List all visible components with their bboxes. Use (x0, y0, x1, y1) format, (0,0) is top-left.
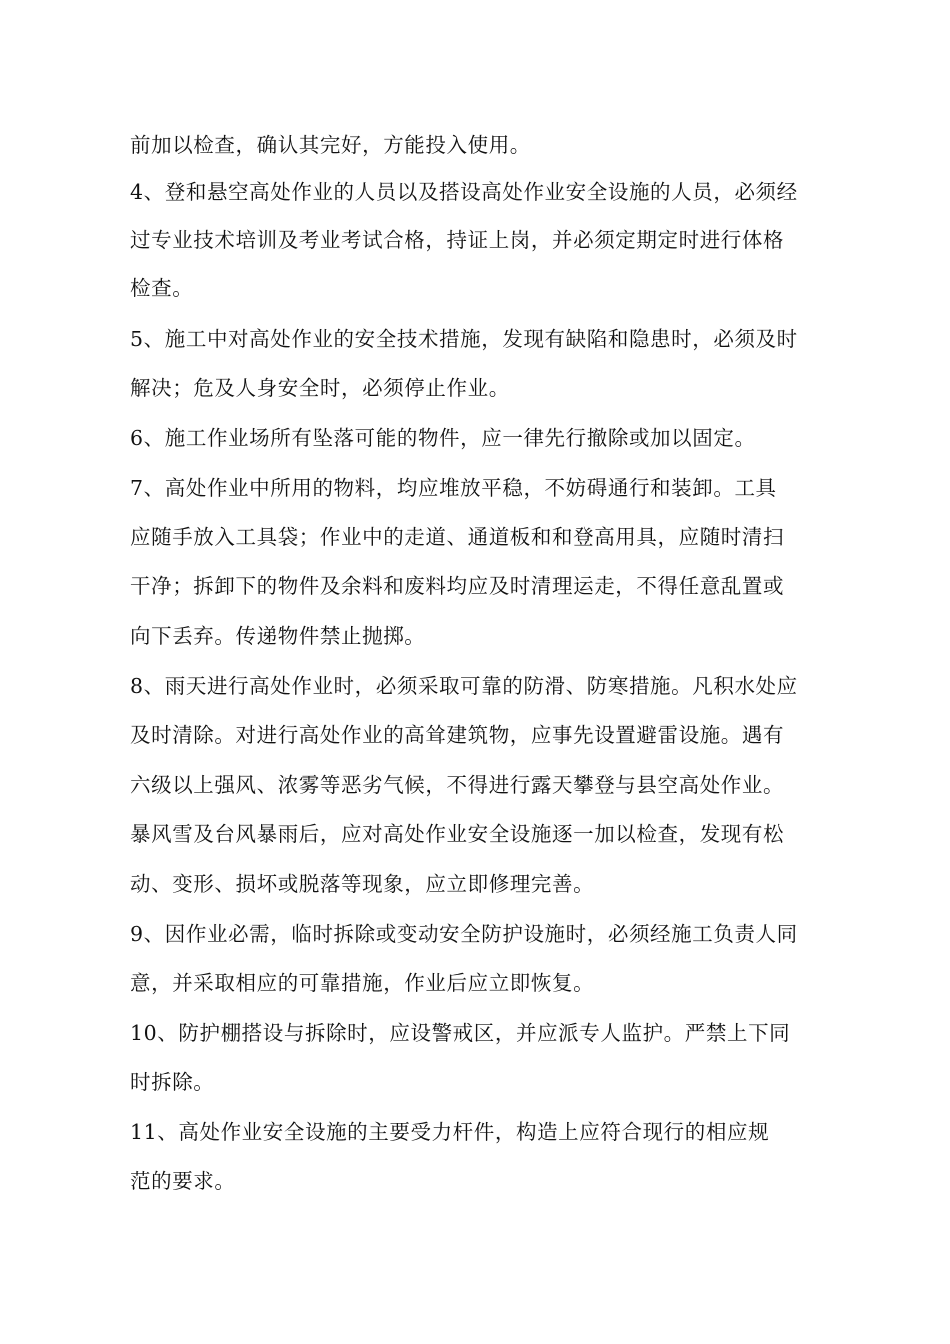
text-line: 11、高处作业安全设施的主要受力杆件，构造上应符合现行的相应规 (130, 1120, 770, 1144)
text-line: 意，并采取相应的可靠措施，作业后应立即恢复。 (130, 971, 595, 995)
text-line: 及时清除。对进行高处作业的高耸建筑物，应事先设置避雷设施。遇有 (130, 723, 785, 747)
text-line: 8、雨天进行高处作业时，必须采取可靠的防滑、防寒措施。凡积水处应 (130, 674, 798, 698)
text-line: 暴风雪及台风暴雨后，应对高处作业安全设施逐一加以检查，发现有松 (130, 822, 785, 846)
text-line: 6、施工作业场所有坠落可能的物件，应一律先行撤除或加以固定。 (130, 426, 756, 450)
text-line: 4、登和悬空高处作业的人员以及搭设高处作业安全设施的人员，必须经 (130, 180, 798, 204)
text-line: 10、防护棚搭设与拆除时，应设警戒区，并应派专人监护。严禁上下同 (130, 1021, 791, 1045)
text-line: 应随手放入工具袋；作业中的走道、通道板和和登高用具，应随时清扫 (130, 525, 785, 549)
text-line: 7、高处作业中所用的物料，均应堆放平稳，不妨碍通行和装卸。工具 (130, 476, 777, 500)
text-line: 过专业技术培训及考业考试合格，持证上岗，并必须定期定时进行体格 (130, 228, 785, 252)
text-line: 解决；危及人身安全时，必须停止作业。 (130, 376, 510, 400)
text-line: 动、变形、损坏或脱落等现象，应立即修理完善。 (130, 872, 595, 896)
text-line: 9、因作业必需，临时拆除或变动安全防护设施时，必须经施工负责人同 (130, 922, 798, 946)
text-line: 范的要求。 (130, 1169, 236, 1193)
text-line: 5、施工中对高处作业的安全技术措施，发现有缺陷和隐患时，必须及时 (130, 327, 798, 351)
text-line: 干净；拆卸下的物件及余料和废料均应及时清理运走，不得任意乱置或 (130, 574, 785, 598)
text-line: 向下丢弃。传递物件禁止抛掷。 (130, 624, 426, 648)
text-line: 六级以上强风、浓雾等恶劣气候，不得进行露天攀登与县空高处作业。 (130, 773, 785, 797)
text-line: 前加以检查，确认其完好，方能投入使用。 (130, 133, 531, 157)
text-line: 检查。 (130, 276, 194, 300)
text-line: 时拆除。 (130, 1070, 215, 1094)
